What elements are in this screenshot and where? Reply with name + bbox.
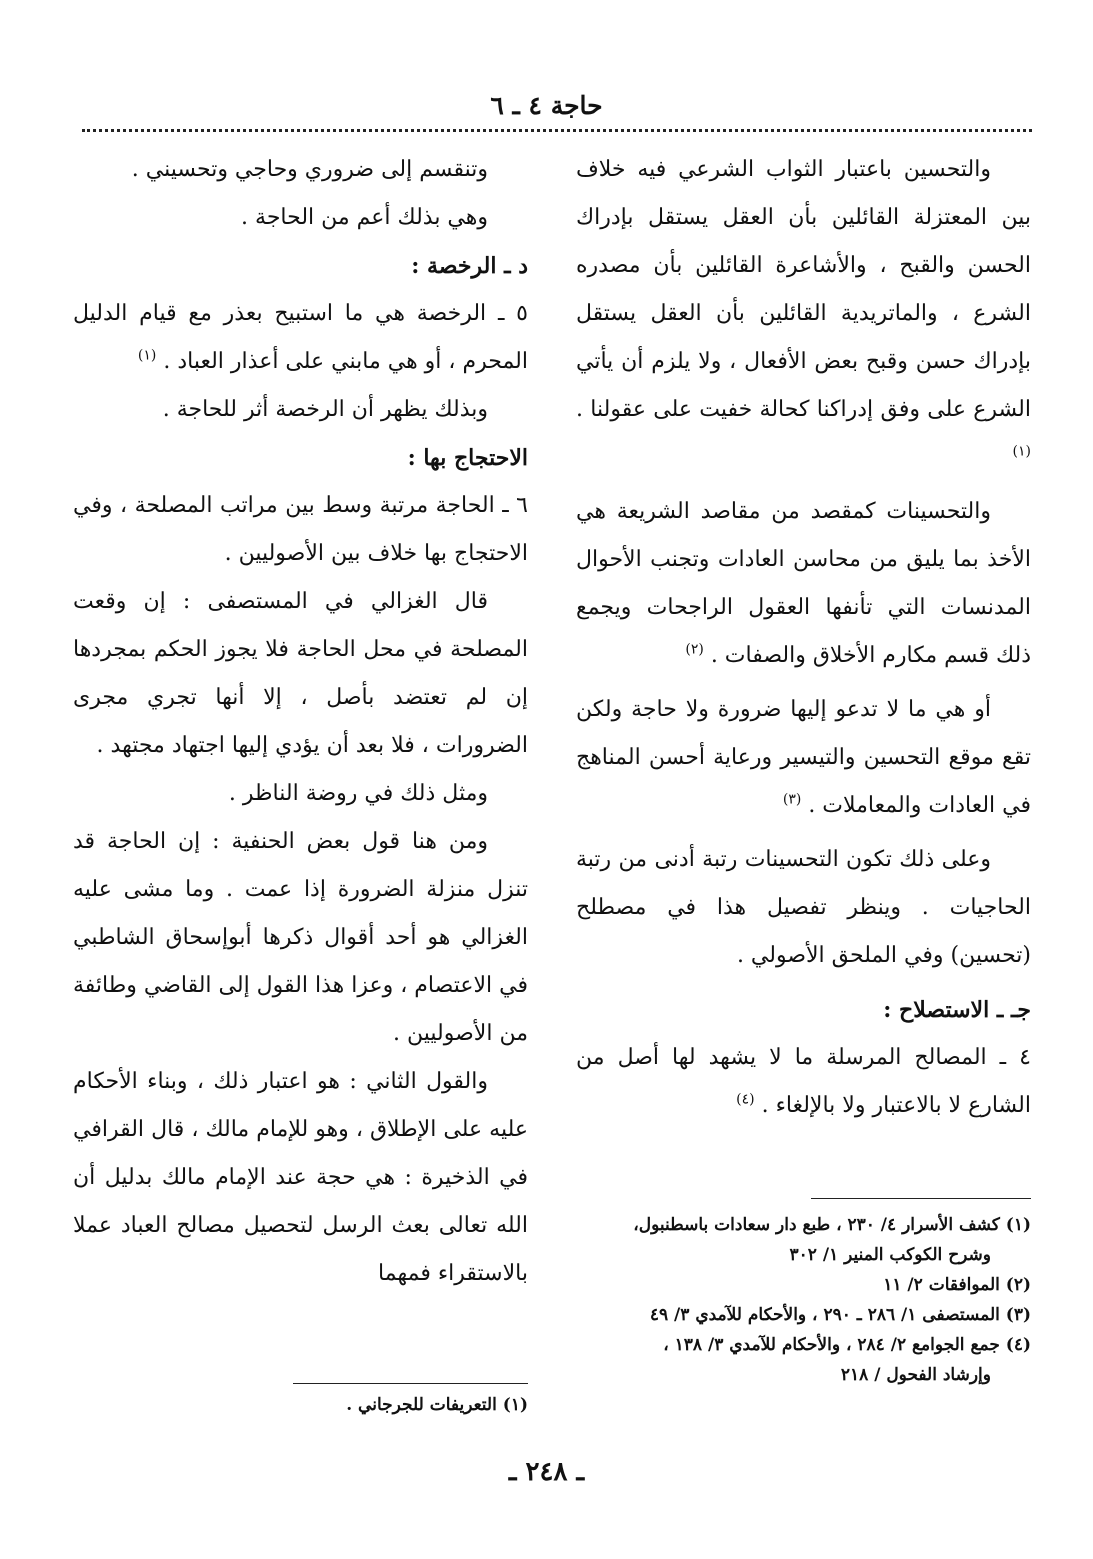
section-heading-istislah: جـ ـ الاستصلاح : <box>883 997 1031 1023</box>
right-p5-text: ٤ ـ المصالح المرسلة ما لا يشهد لها أصل من الشارع لا بالاعتبار ولا بالإلغاء . <box>576 1045 1031 1118</box>
left-paragraph-3 <box>73 290 528 386</box>
right-p2-text: والتحسينات كمقصد من مقاصد الشريعة هي الأخذ بما يليق من محاسن العادات وتجنب الأحوال المدنسات التي تأنفها العقول الراجحات ويجمع ذلك قسم مكارم الأخلاق والصفات . <box>576 499 1031 668</box>
footnote-1-continued: وشرح الكوكب المنير ١/ ٣٠٢ <box>789 1245 991 1265</box>
footnote-4-continued: وإرشاد الفحول / ٢١٨ <box>840 1365 991 1385</box>
right-paragraph-2 <box>576 488 1031 680</box>
footnote-3: (٣) المستصفى ١/ ٢٨٦ ـ ٢٩٠ ، والأحكام للآمدي ٣/ ٤٩ <box>649 1305 1031 1325</box>
footnote-ref: (٤) <box>736 1091 755 1108</box>
left-paragraph-5: ٦ ـ الحاجة مرتبة وسط بين مراتب المصلحة ، وفي الاحتجاج بها خلاف بين الأصوليين . <box>73 493 528 566</box>
footnote-divider-left <box>293 1383 528 1384</box>
left-paragraph-2: وهي بذلك أعم من الحاجة . <box>241 205 488 230</box>
footnote-divider-right <box>811 1198 1031 1199</box>
page-number: ـ ٢٤٨ ـ <box>508 1457 585 1487</box>
left-paragraph-4: وبذلك يظهر أن الرخصة أثر للحاجة . <box>162 397 488 422</box>
left-p3-text: ٥ ـ الرخصة هي ما استبيح بعذر مع قيام الدليل المحرم ، أو هي مابني على أعذار العباد . <box>73 301 528 374</box>
right-column <box>576 146 1031 1130</box>
left-paragraph-9: والقول الثاني : هو اعتبار ذلك ، وبناء الأحكام عليه على الإطلاق ، وهو للإمام مالك ، قال القرافي في الذخيرة : هي حجة عند الإمام مالك بدليل أن الله تعالى بعث الرسل لتحصيل مصالح العباد عملا بالاستقراء فمهما <box>73 1069 528 1286</box>
footnote-ref: (١) <box>1012 443 1031 460</box>
footnote-ref: (٣) <box>782 791 802 808</box>
left-paragraph-1: وتنقسم إلى ضروري وحاجي وتحسيني . <box>131 157 488 182</box>
right-p1-text: والتحسين باعتبار الثواب الشرعي فيه خلاف بين المعتزلة القائلين بأن العقل يستقل بإدراك الحسن والقبح ، والأشاعرة القائلين بأن مصدره الشرع ، والماتريدية القائلين بأن العقل يستقل بإدراك حسن وقبح بعض الأفعال ، ولا يلزم أن يأتي الشرع على وفق إدراكنا كحالة خفيت على عقولنا . <box>576 157 1031 422</box>
footnote-2: (٢) الموافقات ٢/ ١١ <box>883 1275 1031 1295</box>
right-paragraph-1 <box>576 146 1031 482</box>
footnote-ref: (١) <box>137 347 157 364</box>
left-paragraph-8: ومن هنا قول بعض الحنفية : إن الحاجة قد تنزل منزلة الضرورة إذا عمت . وما مشى عليه الغزالي هو أحد أقوال ذكرها أبوإسحاق الشاطبي في الاعتصام ، وعزا هذا القول إلى القاضي وطائفة من الأصوليين . <box>73 829 528 1046</box>
right-p3-text: أو هي ما لا تدعو إليها ضرورة ولا حاجة ولكن تقع موقع التحسين والتيسير ورعاية أحسن المناهج في العادات والمعاملات . <box>576 697 1031 818</box>
header-divider <box>82 129 1032 132</box>
footnote-1: (١) كشف الأسرار ٤/ ٢٣٠ ، طبع دار سعادات باسطنبول، <box>633 1215 1031 1235</box>
left-footnotes <box>73 1390 528 1420</box>
section-heading-ihtijaj: الاحتجاج بها : <box>407 445 528 471</box>
left-column <box>73 146 528 1298</box>
footnote-4: (٤) جمع الجوامع ٢/ ٢٨٤ ، والأحكام للآمدي ٣/ ١٣٨ ، <box>663 1335 1031 1355</box>
footnote-1-left: (١) التعريفات للجرجاني . <box>346 1395 528 1415</box>
section-heading-rukhsa: د ـ الرخصة : <box>411 253 528 279</box>
right-paragraph-4: وعلى ذلك تكون التحسينات رتبة أدنى من رتبة الحاجيات . وينظر تفصيل هذا في مصطلح (تحسين) وفي الملحق الأصولي . <box>576 847 1031 968</box>
right-paragraph-5 <box>576 1034 1031 1130</box>
page-header: حاجة ٤ ـ ٦ <box>490 91 603 120</box>
right-paragraph-3 <box>576 686 1031 830</box>
right-footnotes <box>571 1210 1031 1390</box>
left-paragraph-6: قال الغزالي في المستصفى : إن وقعت المصلحة في محل الحاجة فلا يجوز الحكم بمجردها إن لم تعتضد بأصل ، إلا أنها تجري مجرى الضرورات ، فلا بعد أن يؤدي إليها اجتهاد مجتهد . <box>73 589 528 758</box>
footnote-ref: (٢) <box>685 641 704 658</box>
left-paragraph-7: ومثل ذلك في روضة الناظر . <box>228 781 488 806</box>
